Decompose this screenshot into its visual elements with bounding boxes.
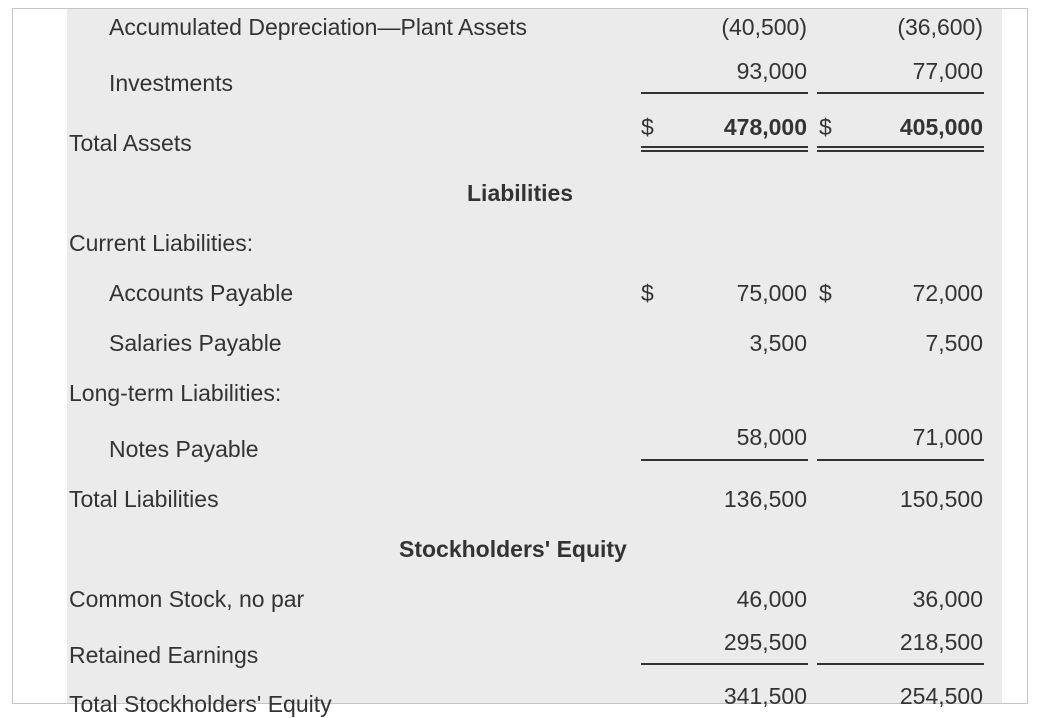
retained-earnings-2019: 295,500 bbox=[723, 629, 807, 655]
total-equity-label: Total Stockholders' Equity bbox=[69, 691, 332, 717]
long-term-liabilities-label: Long-term Liabilities: bbox=[69, 380, 282, 406]
notes-payable-label: Notes Payable bbox=[109, 436, 259, 462]
total-assets-currency-2: $ bbox=[819, 114, 832, 140]
accounts-payable-label: Accounts Payable bbox=[109, 280, 294, 306]
retained-earnings-label: Retained Earnings bbox=[69, 642, 259, 668]
balance-sheet-table bbox=[67, 9, 1002, 717]
common-stock-2019: 46,000 bbox=[736, 586, 807, 612]
current-liabilities-label: Current Liabilities: bbox=[69, 230, 254, 256]
accum-dep-2019: (40,500) bbox=[721, 14, 807, 40]
accounts-payable-2019: 75,000 bbox=[736, 280, 807, 306]
equity-heading: Stockholders' Equity bbox=[399, 536, 627, 562]
salaries-payable-label: Salaries Payable bbox=[109, 330, 282, 356]
liabilities-heading: Liabilities bbox=[467, 180, 574, 206]
total-assets-double-underline-2 bbox=[817, 146, 984, 152]
investments-underline-2 bbox=[817, 92, 984, 94]
investments-underline-1 bbox=[641, 92, 808, 94]
document-frame bbox=[12, 8, 1028, 717]
salaries-payable-2019: 3,500 bbox=[749, 330, 807, 356]
common-stock-2018: 36,000 bbox=[912, 586, 983, 612]
total-assets-currency-1: $ bbox=[641, 114, 654, 140]
accum-dep-2018: (36,600) bbox=[897, 14, 983, 40]
total-assets-2019: 478,000 bbox=[723, 114, 807, 140]
total-liabilities-2019: 136,500 bbox=[723, 486, 807, 512]
accounts-payable-currency-1: $ bbox=[641, 280, 654, 306]
accum-dep-label: Accumulated Depreciation—Plant Assets bbox=[109, 14, 528, 40]
common-stock-label: Common Stock, no par bbox=[69, 586, 305, 612]
total-assets-2018: 405,000 bbox=[899, 114, 983, 140]
total-liabilities-label: Total Liabilities bbox=[69, 486, 219, 512]
salaries-payable-2018: 7,500 bbox=[925, 330, 983, 356]
total-equity-2019: 341,500 bbox=[723, 683, 807, 709]
notes-payable-2018: 71,000 bbox=[912, 424, 983, 450]
total-assets-double-underline-1 bbox=[641, 146, 808, 152]
investments-2018: 77,000 bbox=[912, 58, 983, 84]
total-assets-label: Total Assets bbox=[69, 130, 192, 156]
investments-label: Investments bbox=[109, 70, 233, 96]
notes-payable-2019: 58,000 bbox=[736, 424, 807, 450]
accounts-payable-2018: 72,000 bbox=[912, 280, 983, 306]
accounts-payable-currency-2: $ bbox=[819, 280, 832, 306]
retained-earnings-underline-1 bbox=[641, 663, 808, 665]
total-equity-2018: 254,500 bbox=[899, 683, 983, 709]
retained-earnings-2018: 218,500 bbox=[899, 629, 983, 655]
total-liabilities-2018: 150,500 bbox=[899, 486, 983, 512]
investments-2019: 93,000 bbox=[736, 58, 807, 84]
notes-payable-underline-2 bbox=[817, 459, 984, 461]
retained-earnings-underline-2 bbox=[817, 663, 984, 665]
notes-payable-underline-1 bbox=[641, 459, 808, 461]
